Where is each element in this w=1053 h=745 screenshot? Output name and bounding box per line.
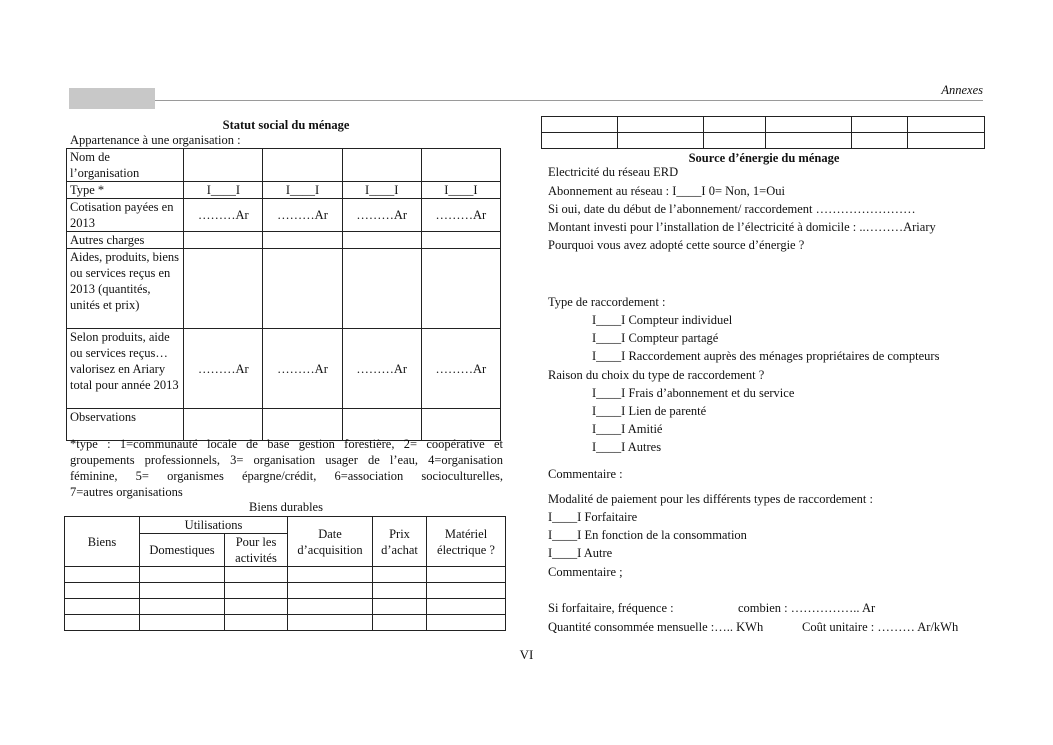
table-cell (184, 249, 263, 329)
table-cell (421, 149, 500, 182)
organisation-table (66, 148, 501, 441)
table-cell: ………Ar (263, 199, 342, 232)
commentaire-1: Commentaire : (548, 467, 623, 481)
header-prix: Prix d’achat (373, 517, 427, 567)
page-number: VI (519, 647, 534, 662)
quantite-line: Quantité consommée mensuelle :….. KWh (548, 620, 764, 634)
row-label: Nom de l’organisation (67, 149, 184, 182)
footnote-line: féminine, 5= organismes épargne/crédit, 6=association socioculturelles, (70, 469, 503, 483)
table-cell: I____I (184, 182, 263, 199)
row-label: Cotisation payées en 2013 (67, 199, 184, 232)
table-row (67, 249, 501, 329)
header-rule (155, 100, 983, 101)
footnote-line: 7=autres organisations (70, 485, 183, 499)
header-pour-activites: Pour les activités (225, 534, 288, 567)
right-line: Montant investi pour l’installation de l’électricité à domicile : ..………Ariary (548, 220, 936, 234)
table-cell: I____I (263, 182, 342, 199)
table-cell (342, 232, 421, 249)
table-cell: ………Ar (263, 329, 342, 409)
modalite-option: I____I Forfaitaire (548, 510, 638, 524)
biens-title: Biens durables (249, 500, 323, 514)
table-row (65, 615, 506, 631)
row-label: Selon produits, aide ou services reçus… valorisez en Ariary total pour année 2013 (67, 329, 184, 409)
table-cell (184, 149, 263, 182)
table-cell: ………Ar (421, 199, 500, 232)
right-line: Pourquoi vous avez adopté cette source d’énergie ? (548, 238, 805, 252)
table-row (67, 329, 501, 409)
type-raccordement-option: I____I Compteur individuel (592, 313, 733, 327)
footnote-line: groupements professionnels, 3= organisation usager de l’eau, 4=organisation (70, 453, 503, 467)
table-cell (342, 149, 421, 182)
table-row (67, 182, 501, 199)
table-row (65, 583, 506, 599)
raison-option: I____I Frais d’abonnement et du service (592, 386, 795, 400)
header-gray-tab (69, 88, 155, 109)
table-cell: ………Ar (421, 329, 500, 409)
table-cell: I____I (342, 182, 421, 199)
commentaire-2: Commentaire ; (548, 565, 623, 579)
table-cell (421, 232, 500, 249)
table-cell: ………Ar (342, 199, 421, 232)
modalite-option: I____I En fonction de la consommation (548, 528, 747, 542)
row-label: Autres charges (67, 232, 184, 249)
raison-option: I____I Amitié (592, 422, 663, 436)
table-row (67, 149, 501, 182)
raison-option: I____I Autres (592, 440, 662, 454)
table-cell: ………Ar (184, 329, 263, 409)
table-row (65, 567, 506, 583)
header-materiel: Matériel électrique ? (427, 517, 506, 567)
raison-label: Raison du choix du type de raccordement ? (548, 368, 765, 382)
table-cell: ………Ar (342, 329, 421, 409)
table-cell: I____I (421, 182, 500, 199)
org-intro: Appartenance à une organisation : (70, 133, 241, 147)
table-cell (263, 249, 342, 329)
header-domestiques: Domestiques (140, 534, 225, 567)
type-footnote (70, 436, 503, 500)
right-line: Electricité du réseau ERD (548, 165, 679, 179)
combien-line: combien : …………….. Ar (738, 601, 876, 615)
biens-durables-table (64, 516, 506, 631)
row-label: Observations (67, 409, 184, 441)
table-row (65, 599, 506, 615)
modalite-label: Modalité de paiement pour les différents types de raccordement : (548, 492, 873, 506)
cout-line: Coût unitaire : ……… Ar/kWh (802, 620, 959, 634)
right-line: Abonnement au réseau : I____I 0= Non, 1=Oui (548, 184, 785, 198)
source-title: Source d’énergie du ménage (688, 151, 840, 165)
forfaitaire-line: Si forfaitaire, fréquence : (548, 601, 674, 615)
table-cell: ………Ar (184, 199, 263, 232)
header-title: Annexes (941, 83, 983, 97)
type-raccordement-option: I____I Raccordement auprès des ménages propriétaires de compteurs (592, 349, 940, 363)
raison-option: I____I Lien de parenté (592, 404, 707, 418)
right-line: Si oui, date du début de l’abonnement/ raccordement …………………… (548, 202, 916, 216)
table-cell (263, 149, 342, 182)
table-cell (184, 232, 263, 249)
table-row (542, 117, 985, 133)
table-row (542, 133, 985, 149)
modalite-option: I____I Autre (548, 546, 613, 560)
table-cell (263, 232, 342, 249)
table-cell (421, 249, 500, 329)
row-label: Type * (67, 182, 184, 199)
row-label: Aides, produits, biens ou services reçus en 2013 (quantités, unités et prix) (67, 249, 184, 329)
header-biens: Biens (65, 517, 140, 567)
type-raccordement-option: I____I Compteur partagé (592, 331, 719, 345)
header-date: Date d’acquisition (288, 517, 373, 567)
empty-top-table (541, 116, 985, 149)
table-row (67, 199, 501, 232)
table-row (67, 232, 501, 249)
org-section-title: Statut social du ménage (222, 118, 350, 132)
table-cell (342, 249, 421, 329)
header-utilisations: Utilisations (140, 517, 288, 534)
footnote-line: *type : 1=communauté locale de base gestion forestière, 2= coopérative et (70, 437, 503, 451)
type-raccordement-label: Type de raccordement : (548, 295, 666, 309)
